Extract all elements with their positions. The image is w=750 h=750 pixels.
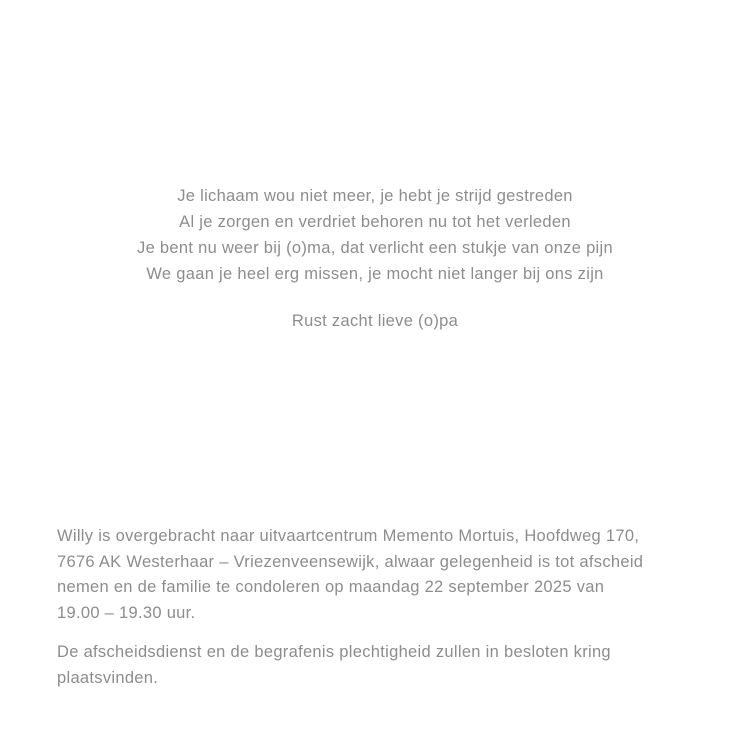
visitation-line-3: nemen en de familie te condoleren op maandag 22 september 2025 van	[57, 578, 605, 596]
poem-line-2: Al je zorgen en verdriet behoren nu tot het verleden	[179, 213, 571, 231]
poem-line-3: Je bent nu weer bij (o)ma, dat verlicht een stukje van onze pijn	[137, 239, 613, 257]
poem-line-1: Je lichaam wou niet meer, je hebt je strijd gestreden	[177, 187, 573, 205]
details-block	[57, 524, 700, 691]
private-service-line-2: plaatsvinden.	[57, 668, 159, 687]
visitation-paragraph	[57, 524, 700, 626]
visitation-line-4: 19.00 – 19.30 uur.	[57, 603, 196, 622]
visitation-line-2: 7676 AK Westerhaar – Vriezenveensewijk, alwaar gelegenheid is tot afscheid	[57, 552, 644, 571]
private-service-line-1: De afscheidsdienst en de begrafenis plechtigheid zullen in besloten kring	[57, 643, 611, 661]
visitation-line-1: Willy is overgebracht naar uitvaartcentrum Memento Mortuis, Hoofdweg 170,	[57, 527, 640, 545]
private-service-paragraph	[57, 640, 700, 691]
poem-line-4: We gaan je heel erg missen, je mocht niet langer bij ons zijn	[146, 265, 604, 283]
poem-closing-line: Rust zacht lieve (o)pa	[291, 312, 459, 330]
poem-block	[0, 183, 750, 334]
